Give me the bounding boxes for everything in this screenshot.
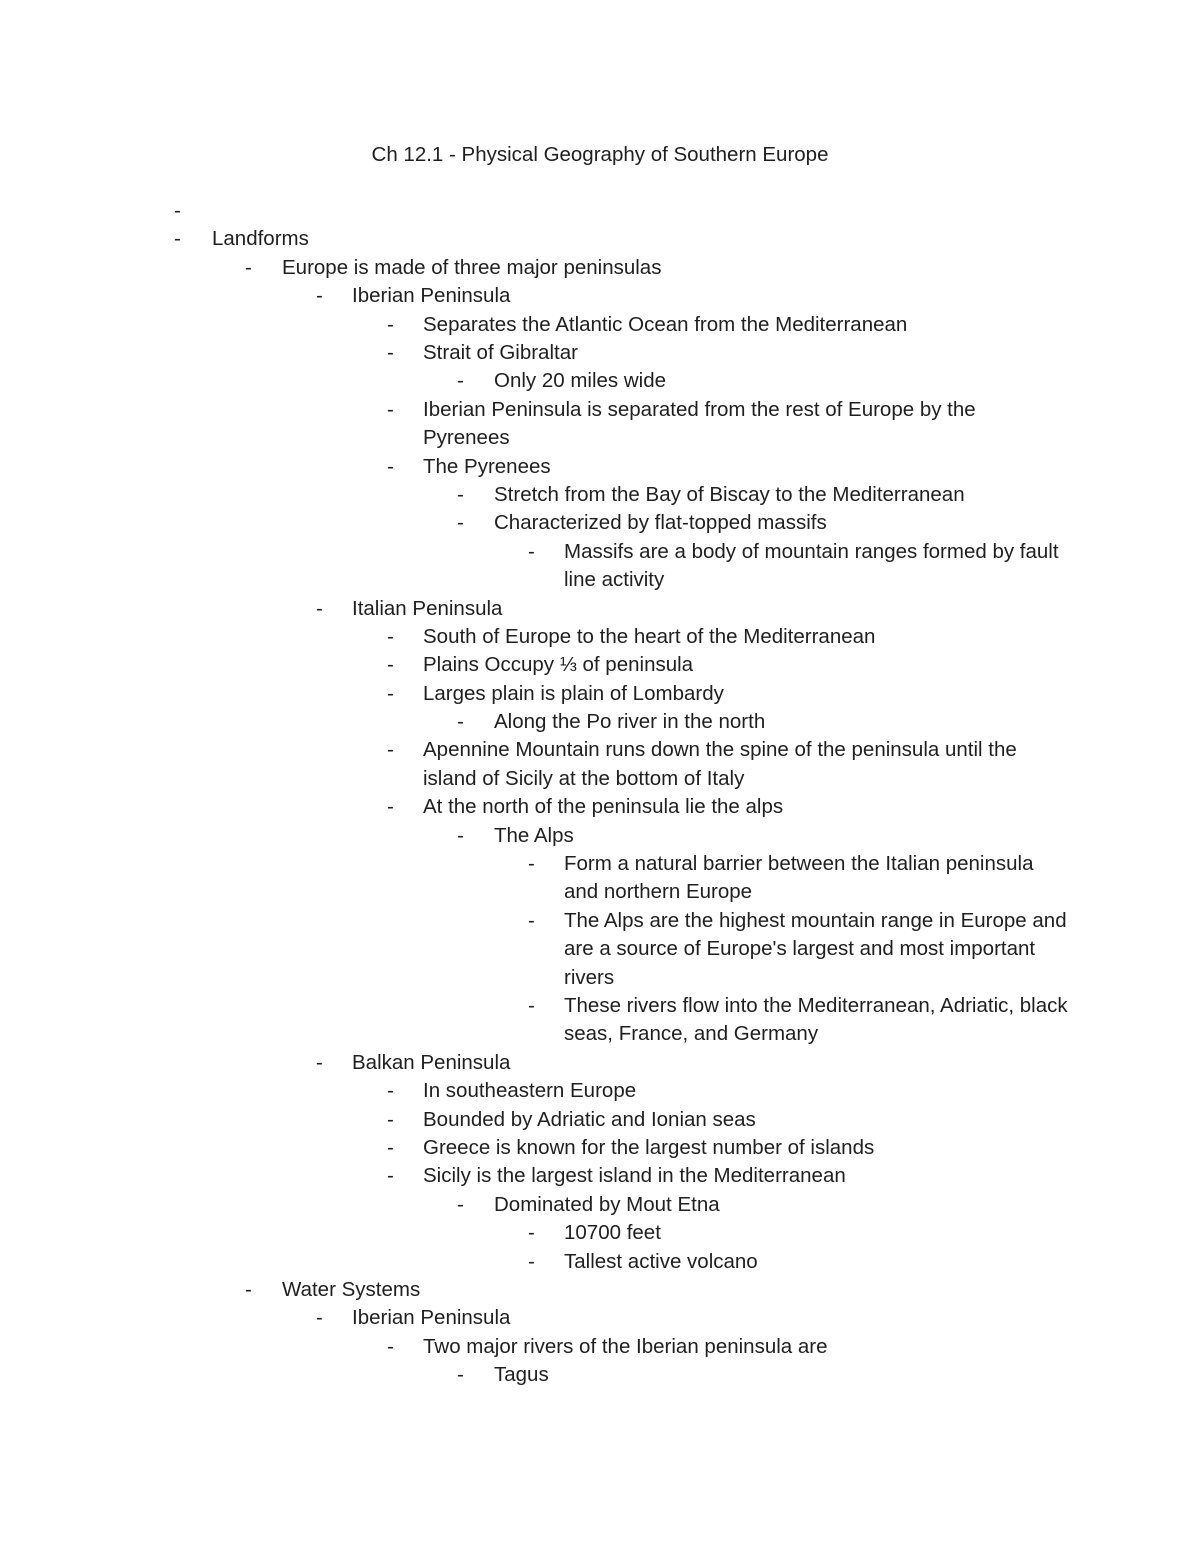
outline-item [0,481,1200,509]
outline-item-text: Plains Occupy ⅓ of peninsula [423,653,694,677]
bullet-dash-icon: - [387,340,394,364]
outline-item-text: Massifs are a body of mountain ranges formed by fault line activity [564,539,1059,592]
bullet-dash-icon: - [457,710,464,734]
outline-item [0,225,1200,253]
bullet-dash-icon: - [457,369,464,393]
outline-item-text: Form a natural barrier between the Italian peninsula and northern Europe [564,852,1034,904]
outline-item-text: In southeastern Europe [423,1079,637,1103]
outline-item-text: Only 20 miles wide [494,369,667,393]
outline-item-text: Greece is known for the largest number of islands [423,1135,875,1159]
outline-item-text: Along the Po river in the north [494,710,766,734]
outline-item [0,197,1200,225]
outline-item [0,1361,1200,1389]
outline-item [0,1304,1200,1332]
outline-item [0,1049,1200,1077]
outline-item [0,311,1200,339]
outline-item-text: Europe is made of three major peninsulas [282,255,662,279]
bullet-dash-icon: - [387,681,394,705]
outline-item [0,1191,1200,1219]
outline-item-text: Larges plain is plain of Lombardy [423,681,724,705]
bullet-dash-icon: - [457,823,464,847]
outline-item-text: Iberian Peninsula [352,1306,511,1330]
bullet-dash-icon: - [245,1277,252,1301]
outline-item-text: The Alps [494,823,574,847]
outline-item-text: The Pyrenees [423,454,551,478]
bullet-dash-icon: - [316,284,323,308]
outline-item [0,339,1200,367]
outline-item-text: Water Systems [282,1277,421,1301]
outline-item-text: These rivers flow into the Mediterranean, Adriatic, black seas, France, and Germany [564,994,1068,1046]
outline-item-text: Strait of Gibraltar [423,340,578,364]
outline-item-text: Separates the Atlantic Ocean from the Mediterranean [423,312,908,336]
outline-item-text: 10700 feet [564,1221,661,1245]
bullet-dash-icon: - [174,227,181,251]
outline-item [0,1219,1200,1247]
bullet-dash-icon: - [528,994,535,1018]
outline-item-text: Characterized by flat-topped massifs [494,511,827,535]
bullet-dash-icon: - [528,539,535,563]
bullet-dash-icon: - [387,1107,394,1131]
bullet-dash-icon: - [528,1249,535,1273]
outline-item-text: Landforms [212,227,309,251]
bullet-dash-icon: - [387,795,394,819]
bullet-dash-icon: - [457,1192,464,1216]
outline-item [0,680,1200,708]
outline-item-text: South of Europe to the heart of the Mediterranean [423,624,876,648]
outline-item-text: Iberian Peninsula is separated from the rest of Europe by the Pyrenees [423,397,976,450]
outline-item-text: Italian Peninsula [352,596,503,620]
bullet-dash-icon: - [387,738,394,762]
outline-item [0,282,1200,310]
bullet-dash-icon: - [387,1334,394,1358]
outline-item [0,396,1200,453]
bullet-dash-icon: - [387,653,394,677]
outline-item [0,367,1200,395]
bullet-dash-icon: - [316,1306,323,1330]
bullet-dash-icon: - [528,908,535,932]
outline-item [0,736,1200,793]
bullet-dash-icon: - [528,852,535,876]
outline-item [0,1248,1200,1276]
outline-item [0,623,1200,651]
bullet-dash-icon: - [387,1079,394,1103]
outline-item-text: Balkan Peninsula [352,1050,511,1074]
outline-item [0,1106,1200,1134]
bullet-dash-icon: - [316,1050,323,1074]
outline-item-text: Iberian Peninsula [352,284,511,308]
outline-item-text: The Alps are the highest mountain range in Europe and are a source of Europe's largest and most important rivers [564,908,1067,989]
outline-item [0,992,1200,1049]
bullet-dash-icon: - [316,596,323,620]
outline-item [0,509,1200,537]
outline-item-text: Two major rivers of the Iberian peninsula are [423,1334,828,1358]
outline-item [0,850,1200,907]
bullet-dash-icon: - [528,1221,535,1245]
outline-item-text: Stretch from the Bay of Biscay to the Mediterranean [494,482,965,506]
outline-item [0,1134,1200,1162]
outline-item [0,708,1200,736]
bulleted-outline [0,197,1200,1390]
outline-item [0,1162,1200,1190]
bullet-dash-icon: - [457,511,464,535]
outline-item [0,538,1200,595]
outline-item [0,1333,1200,1361]
outline-item-text: Sicily is the largest island in the Mediterranean [423,1164,846,1188]
bullet-dash-icon: - [174,199,181,222]
outline-item [0,1276,1200,1304]
outline-item-text: Tallest active volcano [564,1249,758,1273]
outline-item [0,822,1200,850]
bullet-dash-icon: - [387,1135,394,1159]
bullet-dash-icon: - [387,397,394,421]
outline-item [0,907,1200,992]
outline-item-text: Apennine Mountain runs down the spine of the peninsula until the island of Sicily at the bottom of Italy [423,738,1017,790]
bullet-dash-icon: - [387,454,394,478]
outline-item [0,651,1200,679]
outline-item [0,254,1200,282]
outline-item [0,1077,1200,1105]
document-title: Ch 12.1 - Physical Geography of Southern Europe [371,143,829,166]
bullet-dash-icon: - [387,624,394,648]
outline-item-text: At the north of the peninsula lie the alps [423,795,784,819]
outline-item [0,595,1200,623]
outline-item-text: Dominated by Mout Etna [494,1192,720,1216]
bullet-dash-icon: - [457,482,464,506]
outline-item [0,793,1200,821]
outline-item-text: Tagus [494,1363,549,1387]
outline-item-text: Bounded by Adriatic and Ionian seas [423,1107,756,1131]
outline-item [0,453,1200,481]
bullet-dash-icon: - [245,255,252,279]
bullet-dash-icon: - [387,1164,394,1188]
bullet-dash-icon: - [457,1363,464,1387]
bullet-dash-icon: - [387,312,394,336]
